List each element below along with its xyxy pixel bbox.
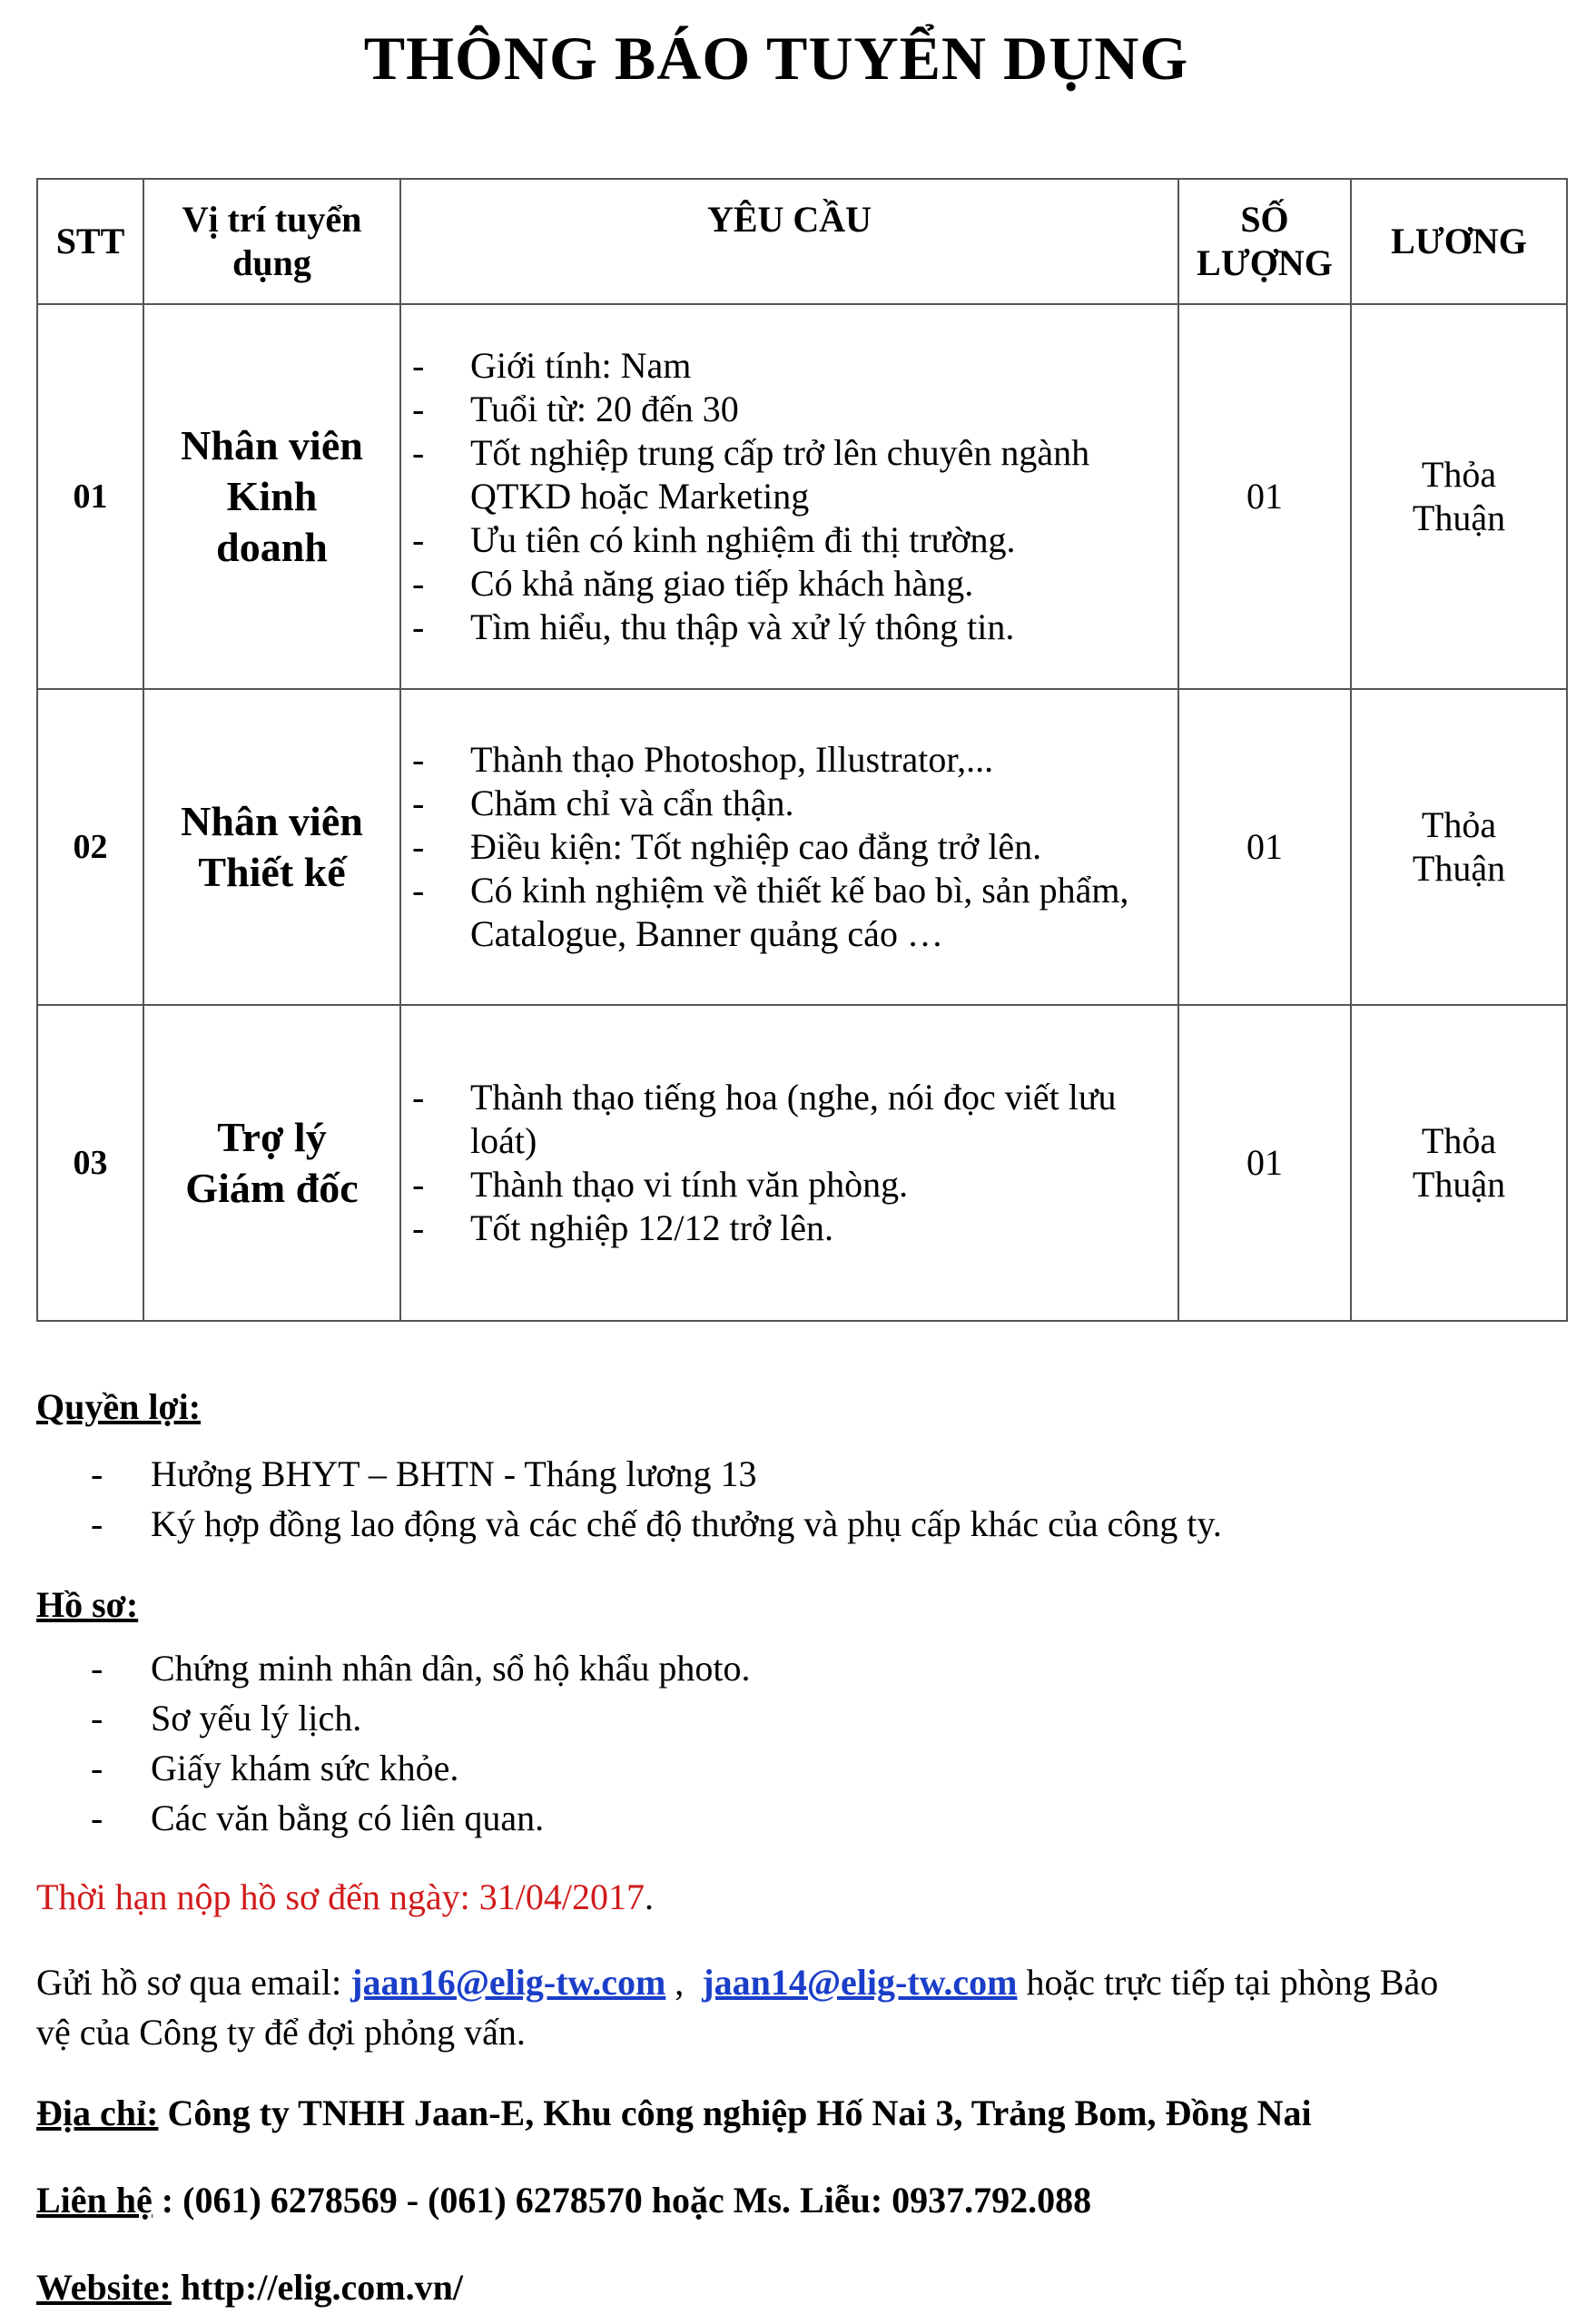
requirement-item: - Tốt nghiệp trung cấp trở lên chuyên ngành QTKD hoặc Marketing	[470, 431, 1150, 518]
row-salary	[1351, 689, 1567, 1005]
row-quantity: 01	[1178, 689, 1351, 1005]
email-link-1[interactable]: jaan16@elig-tw.com	[350, 1962, 666, 2003]
position-line: Kinh	[226, 473, 318, 519]
requirement-item: - Tuổi từ: 20 đến 30	[470, 388, 1150, 431]
submit-suffix: hoặc trực tiếp tại phòng Bảo	[1017, 1962, 1439, 2003]
row-requirements	[400, 304, 1178, 689]
requirement-item: - Thành thạo Photoshop, Illustrator,...	[470, 738, 1150, 782]
deadline-text: Thời hạn nộp hồ sơ đến ngày: 31/04/2017	[36, 1876, 645, 1917]
requirement-item: - Tìm hiểu, thu thập và xử lý thông tin.	[470, 606, 1150, 649]
salary-line: Thuận	[1412, 1164, 1506, 1205]
salary-line: Thuận	[1412, 848, 1506, 889]
document-item: - Giấy khám sức khỏe.	[91, 1743, 751, 1793]
row-salary	[1351, 304, 1567, 689]
row-quantity: 01	[1178, 1005, 1351, 1321]
row-stt: 02	[37, 689, 143, 1005]
document-item: - Sơ yếu lý lịch.	[91, 1693, 751, 1743]
header-position: Vị trí tuyển dụng	[143, 179, 400, 304]
requirement-item: - Chăm chỉ và cẩn thận.	[470, 782, 1150, 825]
table-header-row	[37, 179, 1567, 304]
table-row	[37, 304, 1567, 689]
requirement-item: - Giới tính: Nam	[470, 344, 1150, 388]
row-salary	[1351, 1005, 1567, 1321]
submit-prefix: Gửi hồ sơ qua email:	[36, 1962, 351, 2003]
address-value: Công ty TNHH Jaan-E, Khu công nghiệp Hố Nai 3, Trảng Bom, Đồng Nai	[158, 2093, 1312, 2133]
contact-line	[36, 2175, 1091, 2225]
jobs-table	[36, 178, 1568, 1322]
row-stt: 01	[37, 304, 143, 689]
position-line: Nhân viên	[181, 422, 363, 468]
row-requirements	[400, 689, 1178, 1005]
benefits-list	[91, 1449, 1222, 1549]
email-separator: ,	[665, 1962, 703, 2003]
requirement-item: - Thành thạo tiếng hoa (nghe, nói đọc viết lưu loát)	[470, 1076, 1150, 1163]
benefit-item: - Ký hợp đồng lao động và các chế độ thưởng và phụ cấp khác của công ty.	[91, 1499, 1222, 1549]
requirement-item: - Tốt nghiệp 12/12 trở lên.	[470, 1206, 1150, 1250]
row-requirements	[400, 1005, 1178, 1321]
header-stt: STT	[37, 179, 143, 304]
header-salary: LƯƠNG	[1351, 179, 1567, 304]
position-line: Nhân viên	[181, 798, 363, 844]
requirement-item: - Thành thạo vi tính văn phòng.	[470, 1163, 1150, 1206]
website-line	[36, 2262, 463, 2312]
position-line: Giám đốc	[185, 1165, 359, 1211]
address-line	[36, 2088, 1312, 2138]
website-label: Website:	[36, 2267, 172, 2308]
requirement-item: - Có khả năng giao tiếp khách hàng.	[470, 562, 1150, 606]
address-label: Địa chỉ:	[36, 2093, 159, 2133]
row-position	[143, 1005, 400, 1321]
table-row	[37, 1005, 1567, 1321]
page-title: THÔNG BÁO TUYỂN DỤNG	[363, 24, 1189, 93]
row-quantity: 01	[1178, 304, 1351, 689]
header-quantity	[1178, 179, 1351, 304]
document-item: - Các văn bằng có liên quan.	[91, 1793, 751, 1843]
submit-line-1	[36, 1957, 1438, 2007]
requirement-item: - Điều kiện: Tốt nghiệp cao đẳng trở lên.	[470, 825, 1150, 869]
salary-line: Thuận	[1412, 497, 1506, 538]
position-line: Thiết kế	[198, 849, 346, 895]
header-quantity-line2: LƯỢNG	[1197, 242, 1333, 283]
benefits-heading: Quyền lợi:	[36, 1386, 202, 1427]
salary-line: Thỏa	[1421, 1120, 1497, 1161]
document-item: - Chứng minh nhân dân, sổ hộ khẩu photo.	[91, 1643, 751, 1693]
row-position	[143, 689, 400, 1005]
submit-line-2: vệ của Công ty để đợi phỏng vấn.	[36, 2012, 526, 2053]
documents-heading: Hồ sơ:	[36, 1584, 139, 1625]
deadline-line	[36, 1872, 654, 1922]
email-link-2[interactable]: jaan14@elig-tw.com	[702, 1962, 1018, 2003]
requirement-item: - Ưu tiên có kinh nghiệm đi thị trường.	[470, 518, 1150, 562]
website-value[interactable]: http://elig.com.vn/	[171, 2267, 463, 2308]
position-line: Trợ lý	[217, 1114, 327, 1160]
benefit-item: - Hưởng BHYT – BHTN - Tháng lương 13	[91, 1449, 1222, 1499]
row-stt: 03	[37, 1005, 143, 1321]
header-requirements: YÊU CẦU	[400, 179, 1178, 304]
documents-list	[91, 1643, 751, 1843]
table-row	[37, 689, 1567, 1005]
salary-line: Thỏa	[1421, 804, 1497, 845]
position-line: doanh	[216, 524, 328, 570]
contact-label: Liên hệ	[36, 2180, 153, 2221]
row-position	[143, 304, 400, 689]
header-quantity-line1: SỐ	[1240, 199, 1289, 240]
contact-value: : (061) 6278569 - (061) 6278570 hoặc Ms. Liễu: 0937.792.088	[152, 2180, 1092, 2221]
deadline-period: .	[645, 1876, 655, 1917]
requirement-item: - Có kinh nghiệm về thiết kế bao bì, sản phẩm, Catalogue, Banner quảng cáo …	[470, 869, 1150, 956]
salary-line: Thỏa	[1421, 454, 1497, 495]
